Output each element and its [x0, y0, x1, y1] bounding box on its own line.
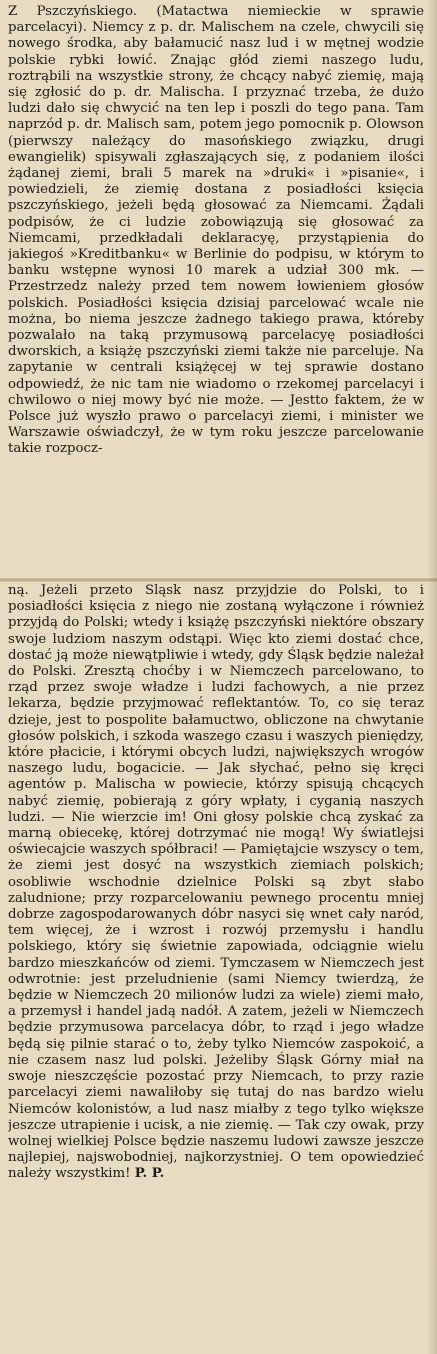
- article-column-bottom: [8, 583, 424, 1343]
- article-body-continued: ną. Jeżeli przeto Śląsk nasz przyjdzie do Polski, to i posiadłości księcia z niego nie zostaną wyłączone i również przyjdą do Polski; wtedy i książę pszczyński niektóre obszary swoje ludziom naszym odstąpi. Więc kto ziemi dostać chce, dostać ją może niewątpliwie i wtedy, gdy Śląsk będzie należał do Polski. Zresztą choćby i w Niemczech parcelowano, to rząd przez swoje władze i ludzi fachowych, a nie przez lekarza, będzie przyjmować reflektantów. To, co się teraz dzieje, jest to pospolite bałamuctwo, obliczone na chwytanie głosów polskich, i szkoda waszego czasu i waszych pieniędzy, które płacicie, i którymi obcych ludzi, największych wrogów naszego ludu, bogacicie. — Jak słychać, pełno się kręci agentów p. Malischa w powiecie, którzy spisują chcących nabyć ziemię, pobierają z góry wpłaty, i cyganią naszych ludzi. — Nie wierzcie im! Oni głosy polskie chcą zyskać za marną obiecekę, której dotrzymać nie mogą! Wy światlejsi oświecajcie waszych spółbraci! — Pamiętajcie wszyscy o tem, że ziemi jest dosyć na wszystkich ziemiach polskich; osobliwie wschodnie dzielnice Polski są zbyt słabo zaludnione; przy rozparcelowaniu pewnego procentu mniej dobrze zagospodarowanych dóbr nasyci się wnet cały naród, tem więcej, że i wzrost i rozwój przemysłu i handlu polskiego, który się świetnie zapowiada, odciągnie wielu bardzo mieszkańców od ziemi. Tymczasem w Niemczech jest odwrotnie: jest przeludnienie (sami Niemcy twierdzą, że będzie w Niemczech 20 milionów ludzi za wiele) ziemi mało, a przemysł i handel jadą nadół. A zatem, jeżeli w Niemczech będzie przymusowa parcelacya dóbr, to rząd i jego władze będą się pilnie starać o to, żeby tylko Niemców zaspokoić, a nie czasem nasz lud polski. Jeżeliby Śląsk Górny miał na swoje nieszczęście pozostać przy Niemcach, to przy razie parcelacyi ziemi nawaliłoby się tutaj do nas bardzo wielu Niemców kolonistów, a lud nasz miałby z tego tylko większe jeszcze utrapienie i ucisk, a nie ziemię. — Tak czy owak, przy wolnej wielkiej Polsce będzie naszemu ludowi zawsze jeszcze najlepiej, najswobodniej, najkorzystniej. O tem opowiedzieć należy wszystkim!: [8, 583, 424, 1182]
- column-divider: [0, 578, 437, 582]
- article-signature: P. P.: [134, 1166, 165, 1182]
- article-column-top: Z Pszczyńskiego. (Matactwa niemieckie w sprawie parcelacyi). Niemcy z p. dr. Malischem na czele, chwycili się nowego środka, aby bałamucić nasz lud i w mętnej wodzie polskie rybki łowić. Znając głód ziemi naszego ludu, roztrąbili na wszystkie strony, że chcący nabyć ziemię, mają się zgłosić do p. dr. Malischa. I przyznać trzeba, że dużo ludzi dało się chwycić na ten lep i poszli do tego pana. Tam naprzód p. dr. Malisch sam, potem jego pomocnik p. Olowson (pierwszy należący do masońskiego związku, drugi ewangielik) spisywali zgłaszających się, z podaniem ilości żądanej ziemi, brali 5 marek na »druki« i »pisanie«, i powiedzieli, że ziemię dostana z posiadłości księcia pszczyńskiego, jeżeli będą głosować za Niemcami. Żądali podpisów, że ci ludzie zobowiązują się głosować za Niemcami, przedkładali deklaracyę, przystąpienia do jakiegoś »Kreditbanku« w Berlinie do podpisu, w którym to banku wstępne wynosi 10 marek a udział 300 mk. — Przestrzedz należy przed tem nowem łowieniem głosów polskich. Posiadłości księcia dzisiaj parcelować wcale nie można, bo niema jeszcze żadnego takiego prawa, któreby pozwalało na taką przymusową parcelacyę posiadłości dworskich, a książę pszczyński ziemi także nie parceluje. Na zapytanie w centrali książęcej w tej sprawie dostano odpowiedź, że nic tam nie wiadomo o rzekomej parcelacyi i chwilowo o niej mowy być nie może. — Jestto faktem, że w Polsce już wyszło prawo o parcelacyi ziemi, i minister we Warszawie oświadczył, że w tym roku jeszcze parcelowanie takie rozpocz-: [8, 4, 424, 457]
- page-edge-shadow: [427, 0, 437, 1354]
